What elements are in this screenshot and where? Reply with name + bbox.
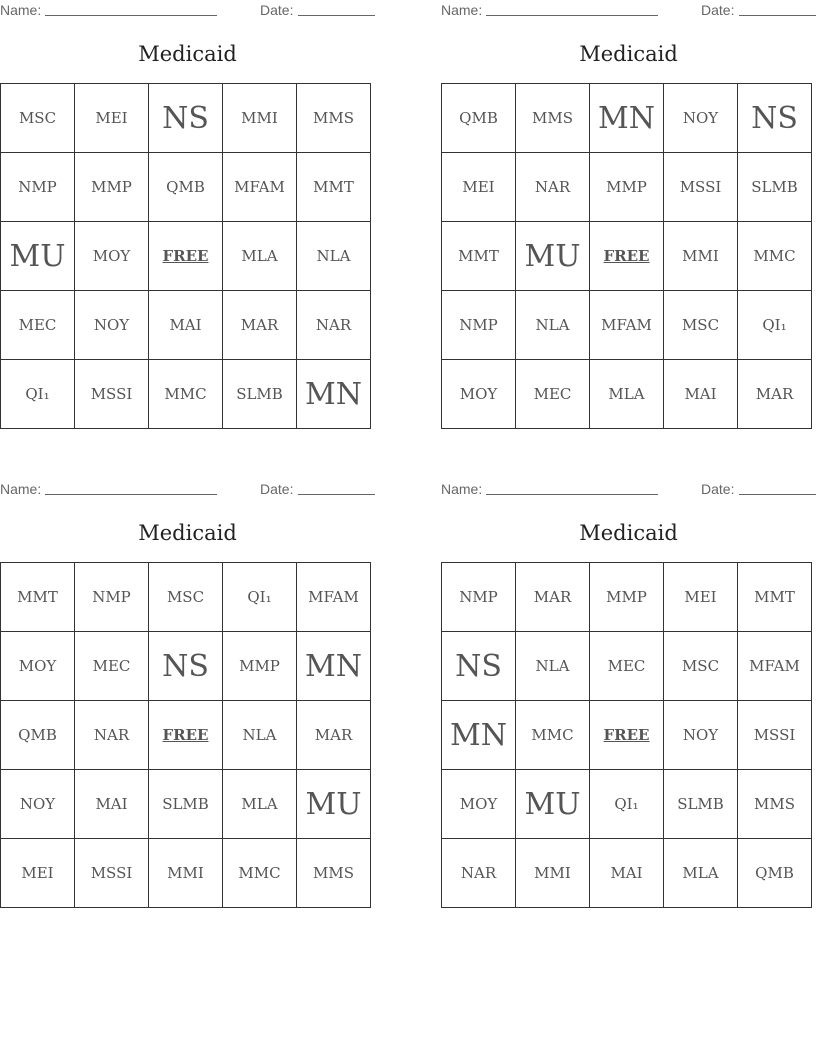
bingo-cell: MU	[516, 222, 590, 291]
bingo-cell: MMI	[149, 839, 223, 908]
card-header	[0, 479, 375, 501]
bingo-cell: MEC	[516, 360, 590, 429]
grid-row	[442, 360, 812, 429]
grid-row	[1, 222, 371, 291]
card-header	[441, 0, 816, 22]
bingo-cell: MSC	[664, 291, 738, 360]
free-space-cell: FREE	[149, 701, 223, 770]
grid-row	[442, 153, 812, 222]
grid-row	[1, 153, 371, 222]
bingo-cell: MOY	[1, 632, 75, 701]
grid-row	[442, 84, 812, 153]
bingo-cell: MSSI	[738, 701, 812, 770]
bingo-cell: MU	[516, 770, 590, 839]
bingo-cell: MMT	[738, 563, 812, 632]
bingo-cell: MEI	[664, 563, 738, 632]
bingo-cell: QI₁	[590, 770, 664, 839]
bingo-cell: NMP	[442, 291, 516, 360]
bingo-cell: QMB	[738, 839, 812, 908]
grid-row	[442, 701, 812, 770]
grid-row	[1, 701, 371, 770]
bingo-cell: MAR	[516, 563, 590, 632]
grid-row	[442, 770, 812, 839]
bingo-cell: MSC	[664, 632, 738, 701]
card-title: Medicaid	[138, 521, 237, 545]
free-space-cell: FREE	[149, 222, 223, 291]
bingo-cell: NOY	[75, 291, 149, 360]
bingo-cell: MMP	[590, 153, 664, 222]
grid-row	[442, 839, 812, 908]
bingo-cell: SLMB	[149, 770, 223, 839]
grid-row	[1, 770, 371, 839]
bingo-cell: NAR	[516, 153, 590, 222]
date-label: Date:	[260, 481, 294, 497]
name-field-line	[45, 15, 217, 16]
bingo-cell: NS	[442, 632, 516, 701]
bingo-cell: MEC	[75, 632, 149, 701]
bingo-cell: MMI	[664, 222, 738, 291]
date-label: Date:	[701, 481, 735, 497]
bingo-cell: MN	[297, 632, 371, 701]
bingo-cell: QMB	[149, 153, 223, 222]
date-field-line	[739, 494, 816, 495]
bingo-cell: NAR	[297, 291, 371, 360]
bingo-cell: MOY	[442, 360, 516, 429]
bingo-cell: MU	[297, 770, 371, 839]
bingo-cell: QI₁	[1, 360, 75, 429]
bingo-cell: NAR	[442, 839, 516, 908]
date-field-line	[298, 494, 375, 495]
bingo-cell: MOY	[442, 770, 516, 839]
grid-row	[1, 563, 371, 632]
bingo-cell: MOY	[75, 222, 149, 291]
bingo-cell: NMP	[1, 153, 75, 222]
bingo-cell: NOY	[1, 770, 75, 839]
bingo-cell: MMP	[590, 563, 664, 632]
bingo-cell: MEI	[75, 84, 149, 153]
bingo-cell: QMB	[1, 701, 75, 770]
date-field-line	[739, 15, 816, 16]
card-title: Medicaid	[579, 521, 678, 545]
bingo-card	[441, 479, 816, 882]
bingo-cell: MAI	[590, 839, 664, 908]
name-label: Name:	[0, 481, 42, 497]
bingo-cell: MEI	[1, 839, 75, 908]
date-field-line	[298, 15, 375, 16]
bingo-grid	[0, 562, 371, 908]
bingo-cell: MMI	[223, 84, 297, 153]
bingo-grid	[441, 83, 812, 429]
card-title: Medicaid	[138, 42, 237, 66]
bingo-cell: SLMB	[738, 153, 812, 222]
name-label: Name:	[441, 2, 483, 18]
bingo-cell: NMP	[442, 563, 516, 632]
bingo-cell: NS	[738, 84, 812, 153]
bingo-cell: MLA	[223, 770, 297, 839]
bingo-cell: MSC	[149, 563, 223, 632]
bingo-cell: MAI	[75, 770, 149, 839]
bingo-cell: NLA	[516, 291, 590, 360]
bingo-cell: QI₁	[738, 291, 812, 360]
grid-row	[442, 222, 812, 291]
bingo-cell: MMS	[516, 84, 590, 153]
bingo-cell: MMI	[516, 839, 590, 908]
card-header	[441, 479, 816, 501]
bingo-cell: MAR	[223, 291, 297, 360]
bingo-cell: NLA	[297, 222, 371, 291]
name-field-line	[486, 15, 658, 16]
date-label: Date:	[701, 2, 735, 18]
bingo-cell: MFAM	[738, 632, 812, 701]
bingo-cell: MSSI	[75, 360, 149, 429]
bingo-cell: MMS	[738, 770, 812, 839]
bingo-cell: NLA	[223, 701, 297, 770]
bingo-cell: MMT	[297, 153, 371, 222]
bingo-cell: MEC	[1, 291, 75, 360]
bingo-cell: NS	[149, 632, 223, 701]
bingo-grid	[441, 562, 812, 908]
bingo-cell: MMS	[297, 84, 371, 153]
bingo-cell: MMC	[738, 222, 812, 291]
bingo-cell: MLA	[664, 839, 738, 908]
bingo-cell: NS	[149, 84, 223, 153]
free-space-cell: FREE	[590, 701, 664, 770]
bingo-cell: MSSI	[664, 153, 738, 222]
name-field-line	[45, 494, 217, 495]
bingo-cell: MAI	[664, 360, 738, 429]
bingo-cell: MAI	[149, 291, 223, 360]
bingo-cell: MFAM	[590, 291, 664, 360]
bingo-cell: MEC	[590, 632, 664, 701]
bingo-cell: MSC	[1, 84, 75, 153]
bingo-cell: MSSI	[75, 839, 149, 908]
bingo-cell: NAR	[75, 701, 149, 770]
bingo-cell: NMP	[75, 563, 149, 632]
bingo-card	[0, 0, 375, 412]
bingo-cell: MMT	[442, 222, 516, 291]
card-title: Medicaid	[579, 42, 678, 66]
bingo-cell: MMP	[223, 632, 297, 701]
bingo-cell: MEI	[442, 153, 516, 222]
free-space-cell: FREE	[590, 222, 664, 291]
bingo-cell: NOY	[664, 701, 738, 770]
bingo-cell: MMC	[149, 360, 223, 429]
grid-row	[442, 563, 812, 632]
bingo-cell: QMB	[442, 84, 516, 153]
name-label: Name:	[441, 481, 483, 497]
grid-row	[1, 291, 371, 360]
bingo-card	[441, 0, 816, 403]
grid-row	[1, 84, 371, 153]
bingo-card	[0, 479, 375, 882]
name-label: Name:	[0, 2, 42, 18]
name-field-line	[486, 494, 658, 495]
bingo-cell: MLA	[590, 360, 664, 429]
bingo-cell: MU	[1, 222, 75, 291]
bingo-cell: MMC	[223, 839, 297, 908]
bingo-cell: NOY	[664, 84, 738, 153]
grid-row	[1, 839, 371, 908]
bingo-cell: MMT	[1, 563, 75, 632]
bingo-cell: NLA	[516, 632, 590, 701]
bingo-cell: MMC	[516, 701, 590, 770]
card-header	[0, 0, 375, 22]
grid-row	[442, 291, 812, 360]
bingo-cell: MLA	[223, 222, 297, 291]
grid-row	[442, 632, 812, 701]
bingo-cell: MN	[442, 701, 516, 770]
bingo-cell: SLMB	[664, 770, 738, 839]
date-label: Date:	[260, 2, 294, 18]
bingo-cell: MFAM	[297, 563, 371, 632]
bingo-cell: SLMB	[223, 360, 297, 429]
grid-row	[1, 360, 371, 429]
bingo-cell: QI₁	[223, 563, 297, 632]
bingo-cell: MAR	[738, 360, 812, 429]
bingo-cell: MN	[590, 84, 664, 153]
bingo-cell: MMP	[75, 153, 149, 222]
grid-row	[1, 632, 371, 701]
bingo-grid	[0, 83, 371, 429]
bingo-cell: MMS	[297, 839, 371, 908]
bingo-cell: MN	[297, 360, 371, 429]
bingo-cell: MAR	[297, 701, 371, 770]
bingo-cell: MFAM	[223, 153, 297, 222]
